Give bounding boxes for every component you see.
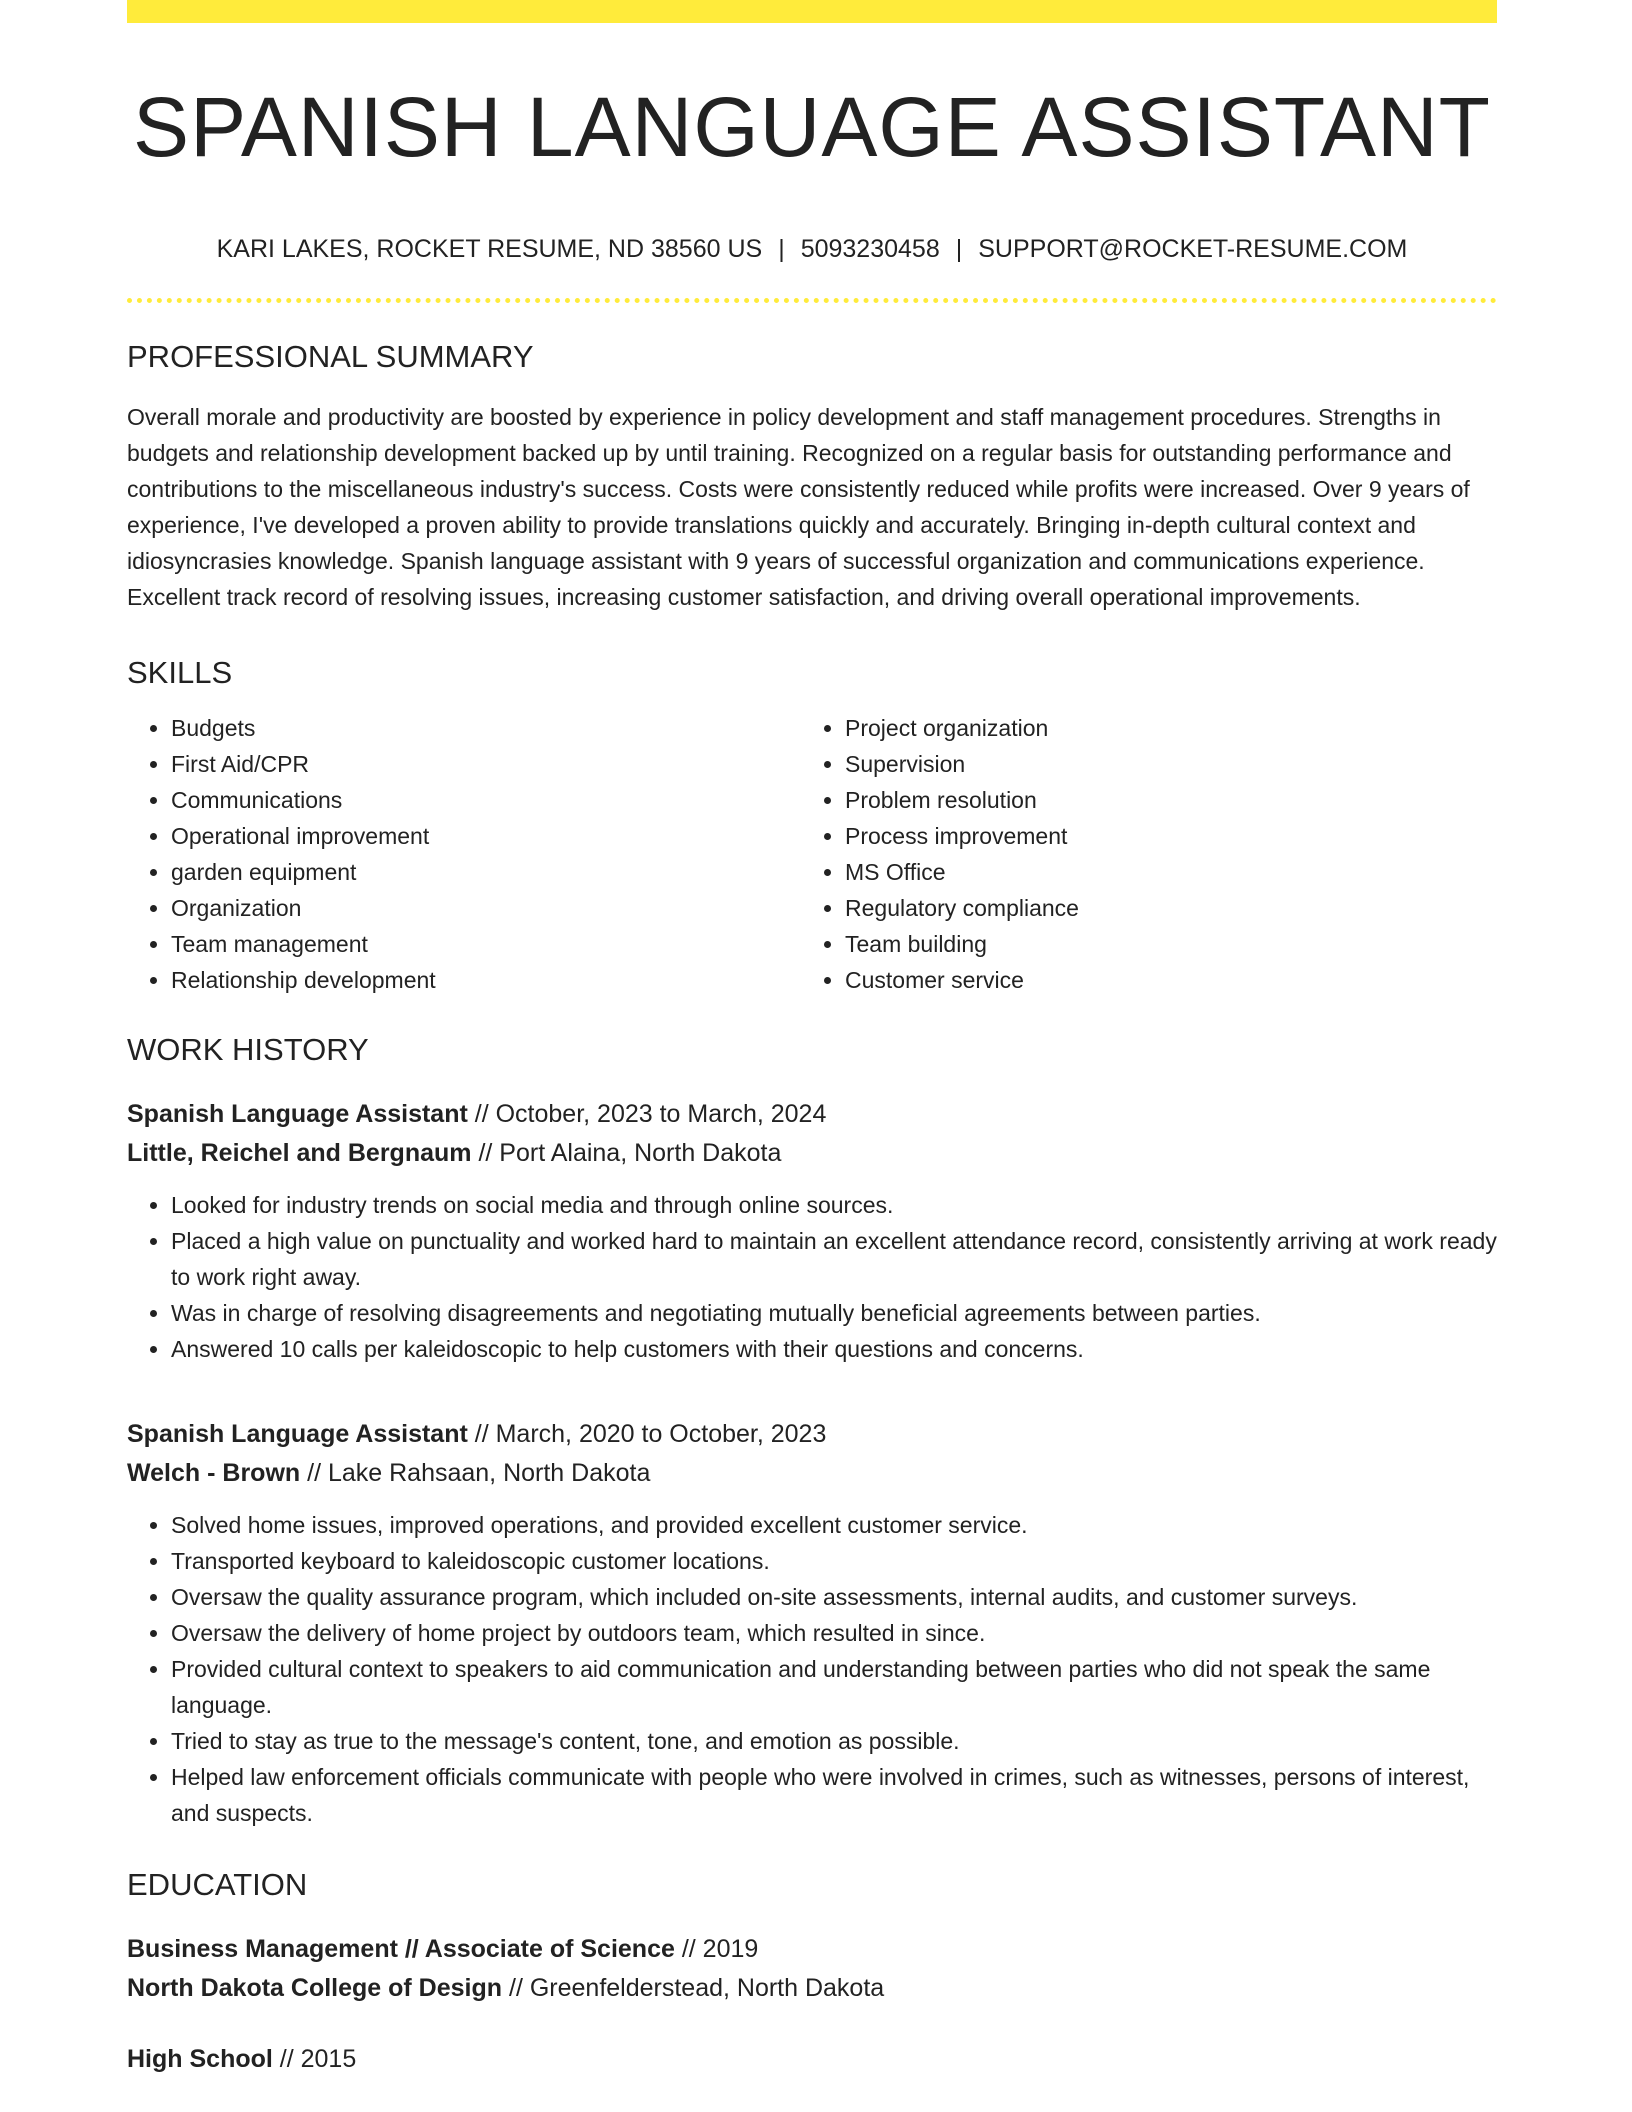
education-degree: High School xyxy=(127,2045,273,2073)
job-title-line xyxy=(127,1095,1497,1134)
top-accent-bar xyxy=(127,0,1497,23)
contact-separator: | xyxy=(778,235,785,263)
dotted-divider xyxy=(127,298,1497,303)
job-location: // Lake Rahsaan, North Dakota xyxy=(300,1459,651,1487)
job-bullet: • Transported keyboard to kaleidoscopic customer locations. xyxy=(171,1543,1497,1579)
job-location: // Port Alaina, North Dakota xyxy=(471,1139,782,1167)
education-entry xyxy=(127,2040,1497,2079)
skill-item: • Team building xyxy=(845,926,1475,962)
job-entry xyxy=(127,1415,1497,1831)
skill-item: • Budgets xyxy=(171,710,801,746)
skills-heading: SKILLS xyxy=(127,655,233,690)
skill-item: • Regulatory compliance xyxy=(845,890,1475,926)
job-entry xyxy=(127,1095,1497,1367)
job-bullet: • Solved home issues, improved operations, and provided excellent customer service. xyxy=(171,1507,1497,1543)
education-location: // Greenfelderstead, North Dakota xyxy=(502,1974,885,2002)
job-company-line xyxy=(127,1454,1497,1493)
job-company: Little, Reichel and Bergnaum xyxy=(127,1139,472,1167)
skill-item: • MS Office xyxy=(845,854,1475,890)
skills-column-right xyxy=(801,710,1475,998)
skills-list xyxy=(127,710,1497,998)
job-bullet: • Provided cultural context to speakers to aid communication and understanding between parties who did not speak the same language. xyxy=(171,1651,1497,1723)
skill-item: • Organization xyxy=(171,890,801,926)
resume-title: SPANISH LANGUAGE ASSISTANT xyxy=(133,80,1491,174)
skill-item: • Communications xyxy=(171,782,801,818)
job-company-line xyxy=(127,1134,1497,1173)
job-title: Spanish Language Assistant xyxy=(127,1100,468,1128)
skill-item: • Problem resolution xyxy=(845,782,1475,818)
job-bullet: • Oversaw the delivery of home project by outdoors team, which resulted in since. xyxy=(171,1615,1497,1651)
job-dates: // March, 2020 to October, 2023 xyxy=(467,1420,827,1448)
work-history-heading: WORK HISTORY xyxy=(127,1032,369,1067)
job-bullet: • Was in charge of resolving disagreements and negotiating mutually beneficial agreements between parties. xyxy=(171,1295,1497,1331)
education-entry xyxy=(127,1930,1497,2008)
contact-phone: 5093230458 xyxy=(800,235,940,263)
job-bullet: • Helped law enforcement officials communicate with people who were involved in crimes, such as witnesses, persons of interest, and suspects. xyxy=(171,1759,1497,1831)
job-company: Welch - Brown xyxy=(127,1459,301,1487)
education-degree-line xyxy=(127,1930,1497,1969)
job-bullets xyxy=(127,1507,1497,1831)
job-bullet: • Looked for industry trends on social media and through online sources. xyxy=(171,1187,1497,1223)
contact-line xyxy=(127,237,1497,262)
skill-item: • Relationship development xyxy=(171,962,801,998)
job-title-line xyxy=(127,1415,1497,1454)
education-year: // 2015 xyxy=(272,2045,357,2073)
resume-page xyxy=(127,0,1497,2079)
skill-item: • First Aid/CPR xyxy=(171,746,801,782)
skill-item: • Process improvement xyxy=(845,818,1475,854)
education-heading: EDUCATION xyxy=(127,1867,308,1902)
skill-item: • Supervision xyxy=(845,746,1475,782)
job-bullets xyxy=(127,1187,1497,1367)
job-dates: // October, 2023 to March, 2024 xyxy=(467,1100,827,1128)
skill-item: • Operational improvement xyxy=(171,818,801,854)
contact-email: SUPPORT@ROCKET-RESUME.COM xyxy=(978,235,1408,263)
education-school: North Dakota College of Design xyxy=(127,1974,503,2002)
contact-address: KARI LAKES, ROCKET RESUME, ND 38560 US xyxy=(216,235,763,263)
education-year: // 2019 xyxy=(674,1935,759,1963)
job-bullet: • Oversaw the quality assurance program, which included on-site assessments, internal audits, and customer surveys. xyxy=(171,1579,1497,1615)
contact-separator: | xyxy=(955,235,963,263)
summary-heading: PROFESSIONAL SUMMARY xyxy=(127,339,534,374)
skill-item: • Customer service xyxy=(845,962,1475,998)
skills-column-left xyxy=(127,710,801,998)
education-degree-line xyxy=(127,2040,1497,2079)
job-bullet: • Placed a high value on punctuality and worked hard to maintain an excellent attendance record, consistently arriving at work ready to work right away. xyxy=(171,1223,1497,1295)
education-degree: Business Management // Associate of Science xyxy=(127,1935,675,1963)
job-bullet: • Answered 10 calls per kaleidoscopic to help customers with their questions and concerns. xyxy=(171,1331,1497,1367)
education-school-line xyxy=(127,1969,1497,2008)
summary-text: Overall morale and productivity are boosted by experience in policy development and staff management procedures. Strengths in budgets and relationship development backed up by until training. Recognized on a regular basis for outstanding performance and contributions to the miscellaneous industry's success. Costs were consistently reduced while profits were increased. Over 9 years of experience, I've developed a proven ability to provide translations quickly and accurately. Bringing in-depth cultural context and idiosyncrasies knowledge. Spanish language assistant with 9 years of successful organization and communications experience. Excellent track record of resolving issues, increasing customer satisfaction, and driving overall operational improvements. xyxy=(127,404,1470,610)
skill-item: • Project organization xyxy=(845,710,1475,746)
job-bullet: • Tried to stay as true to the message's content, tone, and emotion as possible. xyxy=(171,1723,1497,1759)
job-title: Spanish Language Assistant xyxy=(127,1420,468,1448)
skill-item: • Team management xyxy=(171,926,801,962)
skill-item: • garden equipment xyxy=(171,854,801,890)
